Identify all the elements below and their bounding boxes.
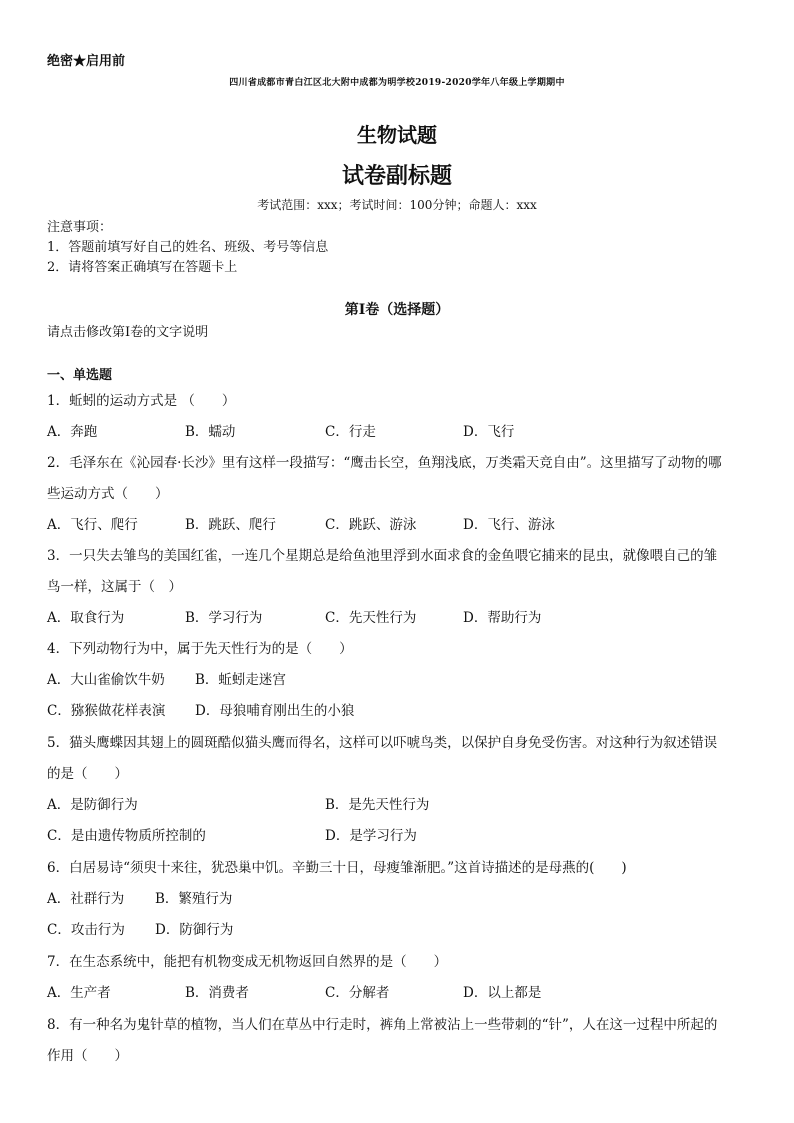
secret-mark: 绝密★启用前 [47, 54, 126, 69]
question-7-option-d: D．以上都是 [463, 985, 542, 1001]
question-7-option-b: B．消费者 [185, 985, 249, 1001]
exam-info: 考试范围：xxx；考试时间：100分钟；命题人：xxx [257, 198, 537, 212]
question-3-option-c: C．先天性行为 [325, 610, 417, 626]
question-5-option-b: B．是先天性行为 [325, 797, 430, 813]
question-3-text-cont: 鸟一样，这属于（ ） [47, 579, 182, 595]
exam-title-line2: 生物试题 [357, 123, 437, 147]
question-4-option-c: C．猕猴做花样表演 [47, 703, 166, 719]
question-4-option-b: B．蚯蚓走迷宫 [195, 672, 286, 688]
question-5-text-cont: 的是（ ） [47, 766, 128, 782]
question-6-option-a: A．社群行为 [47, 891, 125, 907]
question-3-option-a: A．取食行为 [47, 610, 125, 626]
part-heading: 一、单选题 [47, 368, 113, 383]
question-1-option-a: A．奔跑 [47, 424, 98, 440]
question-8-text: 8．有一种名为鬼针草的植物，当人们在草丛中行走时，裤角上常被沾上一些带刺的“针”，人在这一过程中所起的 [47, 1017, 718, 1033]
notes-item: 1．答题前填写好自己的姓名、班级、考号等信息 [47, 240, 329, 255]
question-4-text: 4．下列动物行为中，属于先天性行为的是（ ） [47, 641, 353, 657]
question-5-option-c: C．是由遗传物质所控制的 [47, 828, 206, 844]
question-2-option-b: B．跳跃、爬行 [185, 517, 276, 533]
question-3-text: 3．一只失去雏鸟的美国红雀，一连几个星期总是给鱼池里浮到水面求食的金鱼喂它捕来的昆虫，就像喂自己的雏 [47, 548, 718, 564]
question-1-option-d: D．飞行 [463, 424, 515, 440]
question-3-option-d: D．帮助行为 [463, 610, 542, 626]
notes-heading: 注意事项： [47, 220, 113, 235]
question-6-option-c: C．攻击行为 [47, 922, 125, 938]
question-6-option-b: B．繁殖行为 [155, 891, 233, 907]
question-4-option-a: A．大山雀偷饮牛奶 [47, 672, 165, 688]
question-2-text: 2．毛泽东在《沁园春·长沙》里有这样一段描写：“鹰击长空，鱼翔浅底，万类霜天竞自由”。这里描写了动物的哪 [47, 455, 722, 471]
question-2-option-a: A．飞行、爬行 [47, 517, 138, 533]
question-3-option-b: B．学习行为 [185, 610, 263, 626]
question-1-option-c: C．行走 [325, 424, 376, 440]
question-2-option-c: C．跳跃、游泳 [325, 517, 417, 533]
question-7-text: 7．在生态系统中，能把有机物变成无机物返回自然界的是（ ） [47, 954, 448, 970]
question-2-option-d: D．飞行、游泳 [463, 517, 555, 533]
section-heading: 第I卷（选择题） [344, 302, 450, 318]
question-7-option-c: C．分解者 [325, 985, 390, 1001]
exam-subtitle: 试卷副标题 [341, 163, 452, 189]
section-description: 请点击修改第I卷的文字说明 [47, 325, 209, 340]
question-6-option-d: D．防御行为 [155, 922, 234, 938]
question-5-option-a: A．是防御行为 [47, 797, 138, 813]
question-7-option-a: A．生产者 [47, 985, 111, 1001]
question-4-option-d: D．母狼哺育刚出生的小狼 [195, 703, 355, 719]
question-6-text: 6．白居易诗“须臾十来往，犹恐巢中饥。辛勤三十日，母瘦雏渐肥。”这首诗描述的是母燕的( ) [47, 860, 627, 876]
question-5-option-d: D．是学习行为 [325, 828, 417, 844]
question-1-text: 1．蚯蚓的运动方式是 （ ） [47, 393, 236, 409]
question-2-text-cont: 些运动方式（ ） [47, 486, 169, 502]
exam-title-line1: 四川省成都市青白江区北大附中成都为明学校2019-2020学年八年级上学期期中 [229, 78, 565, 88]
notes-item: 2．请将答案正确填写在答题卡上 [47, 260, 238, 275]
notes-block [47, 218, 328, 278]
question-5-text: 5．猫头鹰蝶因其翅上的圆斑酷似猫头鹰而得名，这样可以吓唬鸟类，以保护自身免受伤害。对这种行为叙述错误 [47, 735, 718, 751]
question-1-option-b: B．蠕动 [185, 424, 236, 440]
question-8-text-cont: 作用（ ） [47, 1048, 128, 1064]
